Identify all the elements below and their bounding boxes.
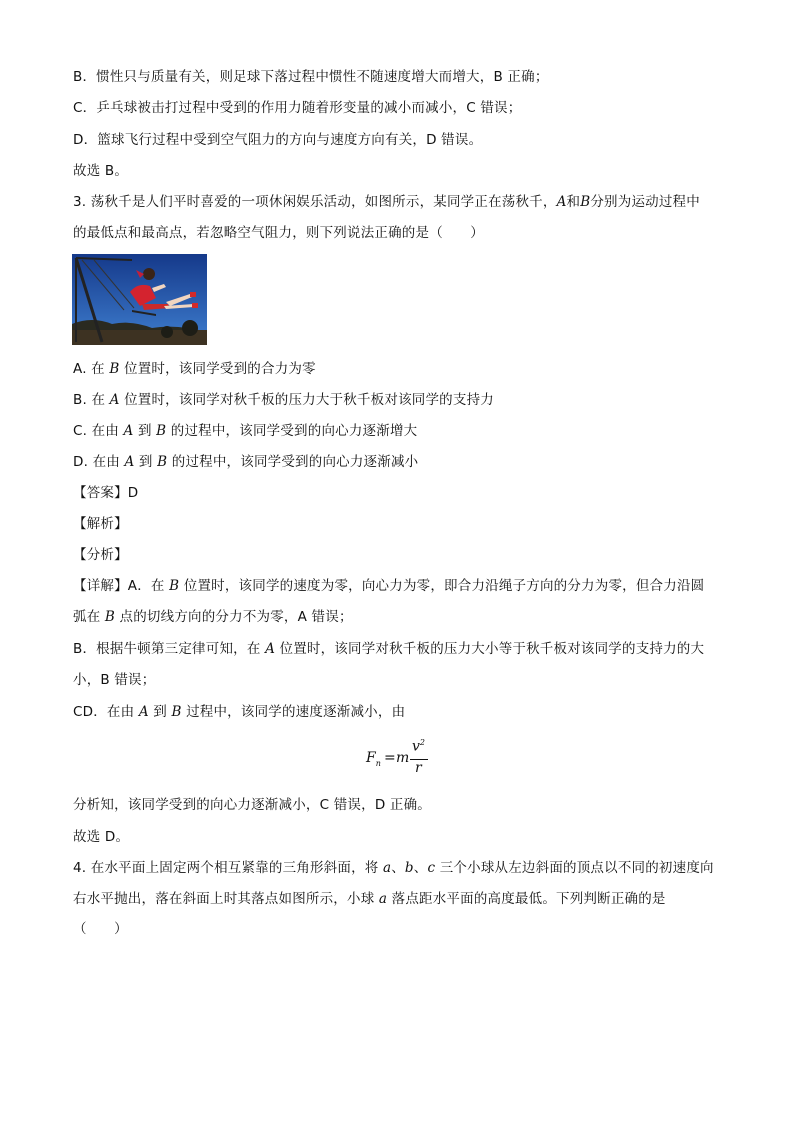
option-c: C. 在由 A 到 B 的过程中，该同学受到的向心力逐渐增大 <box>73 423 418 439</box>
swing-photo <box>72 254 207 345</box>
question-4-line-1: 4. 在水平面上固定两个相互紧靠的三角形斜面，将 a、b、c 三个小球从左边斜面的顶点以不同的初速度向 <box>73 860 714 876</box>
detail-line-3: B．根据牛顿第三定律可知，在 A 位置时，该同学对秋千板的压力大小等于秋千板对该同学的支持力的大 <box>73 641 705 657</box>
option-b-previous: B．惯性只与质量有关，则足球下落过程中惯性不随速度增大而增大，B 正确； <box>73 69 549 85</box>
detail-line-5: CD．在由 A 到 B 过程中，该同学的速度逐渐减小，由 <box>73 704 406 720</box>
analysis-label: 【解析】 <box>73 516 128 532</box>
centripetal-force-formula <box>366 738 436 782</box>
answer-label: 【答案】D <box>73 485 139 501</box>
question-3-line-2: 的最低点和最高点，若忽略空气阻力，则下列说法正确的是（ ） <box>73 225 484 241</box>
formula-numerator: $v^2$ <box>412 738 426 755</box>
detail-line-1: 【详解】A．在 B 位置时，该同学的速度为零，向心力为零，即合力沿绳子方向的分力为零，但合力沿圆 <box>73 578 705 594</box>
option-c-previous: C．乒乓球被击打过程中受到的作用力随着形变量的减小而减小，C 错误； <box>73 100 522 116</box>
choose-d: 故选 D。 <box>73 829 130 845</box>
choose-b: 故选 B。 <box>73 163 129 179</box>
formula-equals: = <box>384 750 396 766</box>
detail-line-6: 分析知，该同学受到的向心力逐渐减小，C 错误，D 正确。 <box>73 797 432 813</box>
option-b: B. 在 A 位置时，该同学对秋千板的压力大于秋千板对该同学的支持力 <box>73 392 494 408</box>
option-a: A. 在 B 位置时，该同学受到的合力为零 <box>73 361 316 377</box>
question-3-line-1: 3. 荡秋千是人们平时喜爱的一项休闲娱乐活动，如图所示，某同学正在荡秋千，A和B分别为运动过程中 <box>73 194 700 210</box>
option-d-previous: D．篮球飞行过程中受到空气阻力的方向与速度方向有关，D 错误。 <box>73 132 483 148</box>
detail-line-2: 弧在 B 点的切线方向的分力不为零，A 错误； <box>73 609 353 625</box>
option-d: D. 在由 A 到 B 的过程中，该同学受到的向心力逐渐减小 <box>73 454 419 470</box>
question-4-line-3: （ ） <box>73 921 128 937</box>
formula-mass: m <box>396 750 410 766</box>
fenxi-label: 【分析】 <box>73 547 128 563</box>
question-4-line-2: 右水平抛出，落在斜面上时其落点如图所示，小球 a 落点距水平面的高度最低。下列判断正确的是 <box>73 891 666 907</box>
detail-line-4: 小，B 错误； <box>73 672 156 688</box>
formula-denominator: r <box>415 760 422 776</box>
formula-lhs: $F_n$ <box>366 750 381 768</box>
